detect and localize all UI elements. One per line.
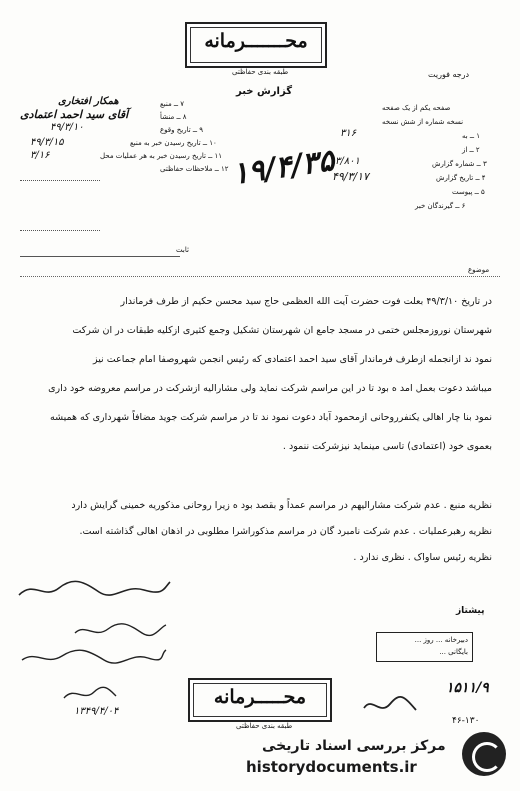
left-field: ۷ ــ منبع	[160, 100, 185, 108]
left-value: ۴۹/۳/۱۰	[50, 122, 84, 133]
divider	[20, 230, 100, 231]
priority-label: درجه فوریت	[428, 70, 470, 79]
body-line: نظریه رئیس ساواک . نظری ندارد .	[353, 552, 492, 563]
stamp-bottom-text: محـــــرمانه	[213, 686, 307, 708]
body-line: نظریه رهبرعملیات . عدم شرکت نامبرد گان در مراسم مذکوراشرا مطلوبی در اذهان اهالی گذاشته است.	[79, 526, 492, 537]
right-value: ۴۹/۳/۱۷	[332, 170, 369, 183]
pishtaz-label: پیشتاز	[456, 606, 485, 616]
handwritten-note	[18, 640, 168, 672]
subject-label: موضوع	[468, 266, 490, 274]
stamp-top-text: محـــــــرمانه	[204, 30, 308, 52]
left-field: ۱۲ ــ ملاحظات حفاظتی	[160, 165, 229, 173]
watermark-logo-icon	[462, 732, 506, 776]
received-stamp-line: بایگانی ...	[439, 648, 468, 656]
bottom-date: ۱۳۴۹/۴/۰۴	[74, 706, 119, 717]
sabet-label: ثابت	[176, 246, 189, 254]
divider	[20, 180, 100, 181]
left-value: آقای سید احمد اعتمادی	[20, 108, 129, 121]
left-field: ۱۱ ــ تاریخ رسیدن خبر به هر عملیات محل	[100, 152, 223, 160]
received-stamp-line: دبیرخانه ... روز ...	[414, 636, 468, 644]
body-line: نظریه منبع . عدم شرکت مشارالیهم در مراسم عمداً و بقصد بود ه زیرا روحانی مذکوریه خمینی گرایش دارد	[71, 500, 492, 511]
divider	[20, 276, 500, 277]
body-line: میباشد دعوت بعمل امد ه بود تا در این مراسم شرکت نماید ولی مشارالیه ازشرکت در مراسم معروضه خود داری	[48, 383, 492, 394]
right-field: ۶ ــ گیرندگان خبر	[415, 202, 466, 210]
handwritten-number: ۱۹/۴/۳۵	[230, 143, 337, 192]
left-value: همکار افتخاری	[58, 96, 119, 107]
signature	[360, 690, 420, 720]
right-field: ۴ ــ تاریخ گزارش	[436, 174, 486, 182]
right-field: ۲ ــ از	[462, 146, 480, 154]
classification-stamp-bottom	[188, 678, 332, 722]
right-field: ۱ ــ به	[462, 132, 481, 140]
body-line: بعموی خود (اعتمادی) تاسی مینماید نیزشرکت ننمود .	[282, 441, 492, 452]
right-field: ۵ ــ پیوست	[452, 188, 485, 196]
handwritten-note	[14, 570, 174, 610]
left-value: ۳/۱۶	[30, 150, 50, 161]
left-field: ۸ ــ منشأ	[160, 113, 187, 121]
body-line: نمود ند ازانجمله ازطرف فرماندار آقای سید احمد اعتمادی که رئیس انجمن شهروصفا امام جماعت نیز	[92, 354, 492, 365]
report-title: گزارش خبر	[236, 86, 293, 97]
received-stamp	[376, 632, 473, 662]
left-field: ۱۰ ــ تاریخ رسیدن خبر به منبع	[130, 139, 217, 147]
right-field: ۳ ــ شماره گزارش	[432, 160, 487, 168]
handwritten-right-number: ۱۵۱۱/۹	[446, 680, 489, 696]
classification-stamp-top	[185, 22, 327, 68]
watermark-url: historydocuments.ir	[246, 758, 417, 776]
bottom-number: ۴۶-۱۳۰	[452, 716, 480, 726]
body-line: شهرستان نوروزمجلس ختمی در مسجد جامع ان شهرستان تشکیل وجمع کثیری ازکلیه طبقات در ان شرکت	[72, 325, 492, 336]
body-line: در تاریخ ۴۹/۳/۱۰ بعلت فوت حضرت آیت الله العظمی حاج سید محسن حکیم از طرف فرماندار	[120, 296, 492, 307]
stamp-bottom-caption: طبقه بندی حفاظتی	[236, 722, 293, 730]
right-value: ۳/۸۰۱	[335, 156, 360, 167]
stamp-top-caption: طبقه بندی حفاظتی	[232, 68, 289, 76]
watermark-text: مرکز بررسی اسناد تاریخی	[262, 738, 446, 754]
left-field: ۹ ــ تاریخ وقوع	[160, 126, 203, 134]
left-value: ۴۹/۳/۱۵	[30, 137, 64, 148]
right-value: ۳۱۶	[340, 128, 357, 139]
handwritten-note	[60, 680, 120, 706]
right-field: نسخه شماره از شش نسخه	[382, 118, 464, 126]
divider	[20, 256, 180, 257]
right-field: صفحه یکم از یک صفحه	[382, 104, 451, 112]
body-line: نمود بنا چار اهالی یکنفرروحانی ازمحمود آباد دعوت نمود ند تا در مراسم شرکت جوید مضافاً شهرداری که همیشه	[50, 412, 492, 423]
